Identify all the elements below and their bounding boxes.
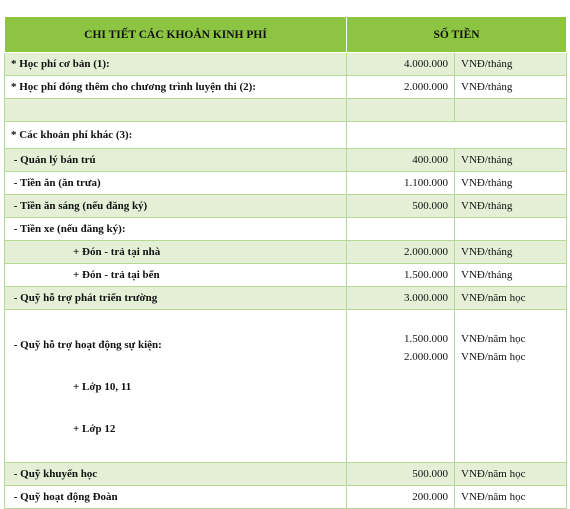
header-amount: SỐ TIỀN [347,17,567,53]
table-row [5,218,567,241]
row-unit: VNĐ/tháng [455,76,567,99]
row-unit [455,99,567,122]
row-label: - Quản lý bán trú [5,149,347,172]
row-amount: 1.100.000 [347,172,455,195]
row-sublabel: + Lớp 10, 11 [73,381,132,393]
row-label: * Các khoản phí khác (3): [5,122,347,149]
row-unit [455,218,567,241]
row-label [5,241,347,264]
row-label: - Tiền xe (nếu đăng ký): [5,218,347,241]
row-amount: 2.000.000 [347,76,455,99]
row-amount: 1.500.000 [347,264,455,287]
row-unit: VNĐ/tháng [455,264,567,287]
row-unit-line: VNĐ/năm học [461,351,526,363]
row-amount: 200.000 [347,486,455,509]
row-unit: VNĐ/tháng [455,53,567,76]
row-amount [347,122,567,149]
row-unit: VNĐ/tháng [455,195,567,218]
table-row-empty [5,99,567,122]
row-amount: 400.000 [347,149,455,172]
row-label: - Tiền ăn sáng (nếu đăng ký) [5,195,347,218]
row-label: * Học phí đóng thêm cho chương trình luyện thi (2): [5,76,347,99]
row-label: - Quỹ hỗ trợ phát triển trường [5,287,347,310]
header-item: CHI TIẾT CÁC KHOẢN KINH PHÍ [5,17,347,53]
row-sublabel-title: - Quỹ hỗ trợ hoạt động sự kiện: [11,339,162,351]
row-amount: 4.000.000 [347,53,455,76]
table-row [5,486,567,509]
row-unit: VNĐ/tháng [455,172,567,195]
table-row [5,149,567,172]
fee-table-container [4,16,566,509]
row-amount-line: 2.000.000 [404,351,448,363]
table-row [5,241,567,264]
table-row [5,463,567,486]
table-header-row [5,17,567,53]
table-row [5,53,567,76]
row-amount-line: 1.500.000 [404,333,448,345]
row-sublabel: + Lớp 12 [73,423,116,435]
row-unit: VNĐ/năm học [455,287,567,310]
row-sublabel: + Đón - trả tại nhà [73,246,161,258]
row-label: - Quỹ khuyến học [5,463,347,486]
row-label: - Tiền ăn (ăn trưa) [5,172,347,195]
table-row [5,172,567,195]
row-label [5,99,347,122]
table-row [5,122,567,149]
row-unit: VNĐ/năm học [455,486,567,509]
row-label: * Học phí cơ bản (1): [5,53,347,76]
row-unit: VNĐ/tháng [455,149,567,172]
fee-table [4,16,567,509]
row-unit: VNĐ/năm học [455,463,567,486]
row-amount: 500.000 [347,195,455,218]
row-label: - Quỹ hoạt động Đoàn [5,486,347,509]
row-unit: VNĐ/tháng [455,241,567,264]
row-sublabel: + Đón - trả tại bến [73,269,160,281]
row-amount: 2.000.000 [347,241,455,264]
row-amount: 500.000 [347,463,455,486]
table-row [5,287,567,310]
row-unit-line: VNĐ/năm học [461,333,526,345]
row-label [5,264,347,287]
table-row [5,195,567,218]
table-row [5,76,567,99]
row-amount [347,218,455,241]
row-amount: 3.000.000 [347,287,455,310]
table-row [5,264,567,287]
row-amount [347,99,455,122]
